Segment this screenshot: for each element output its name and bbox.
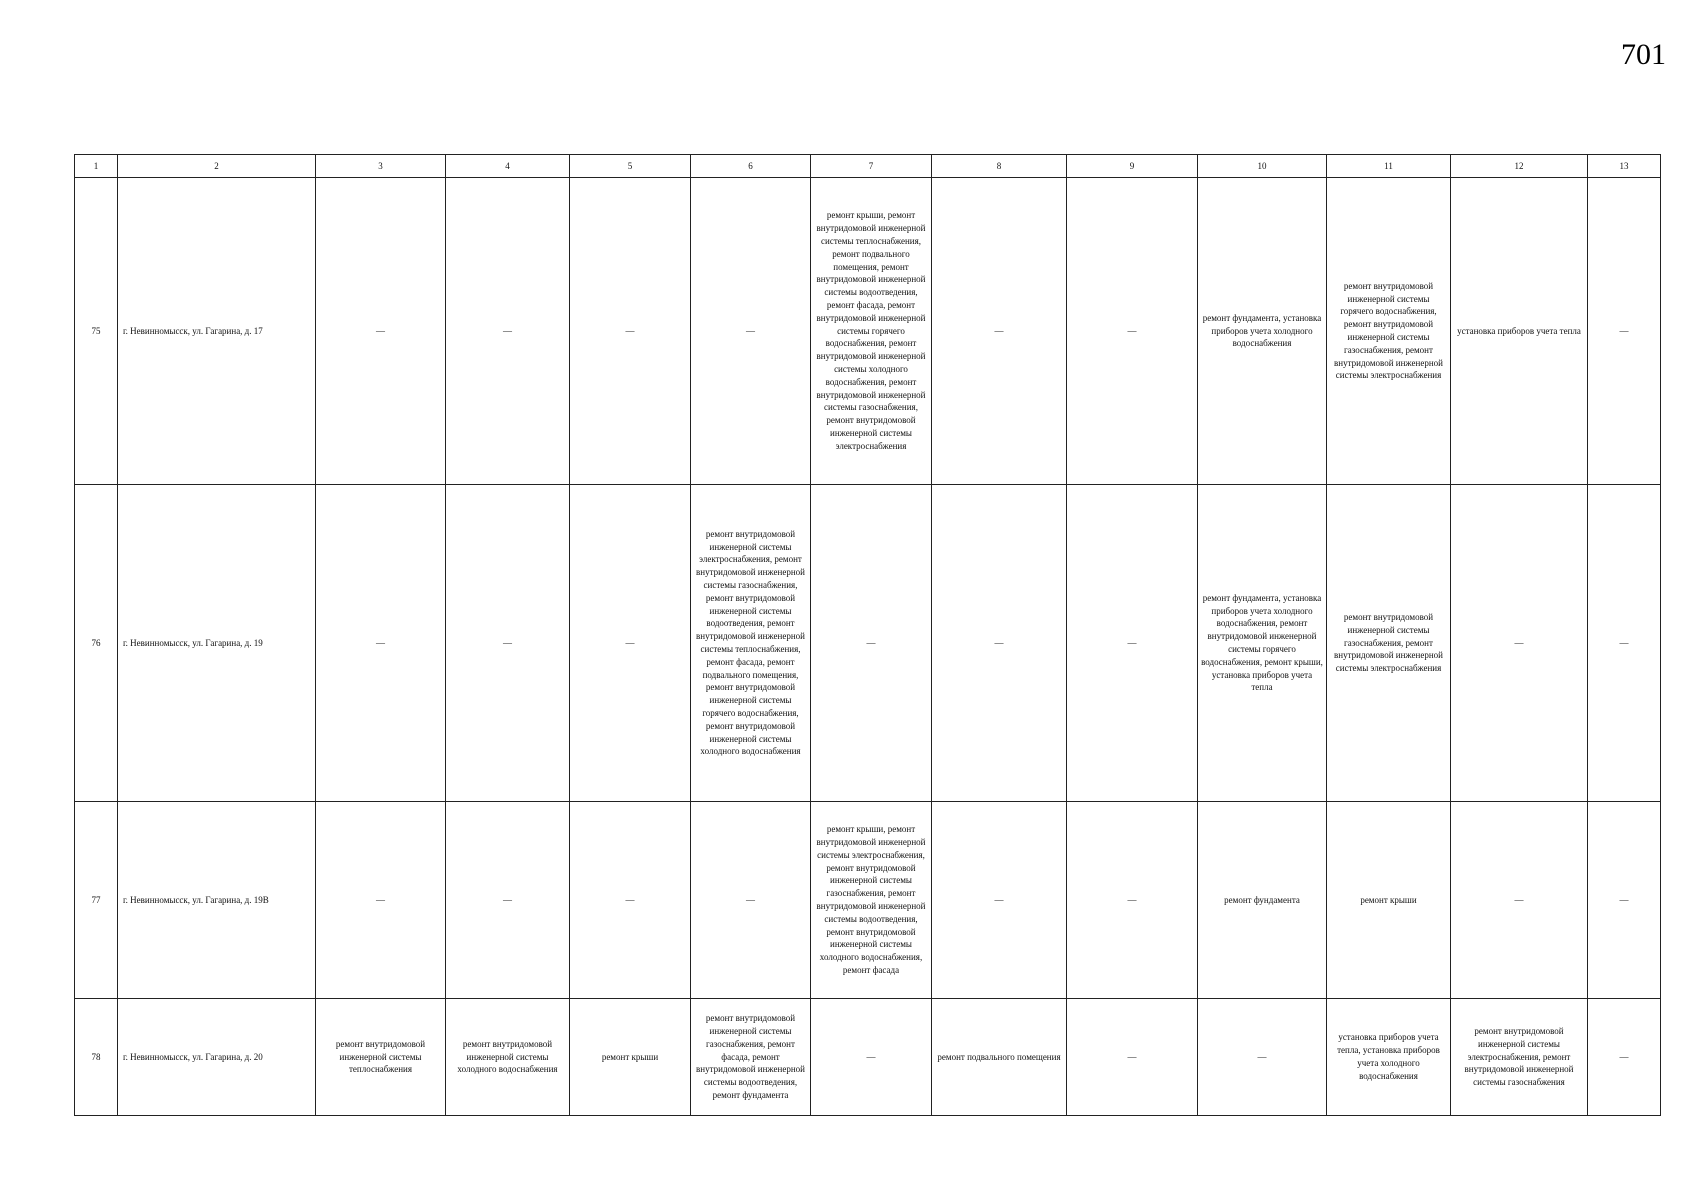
work-cell: — [1588,999,1661,1116]
column-number: 12 [1451,155,1588,178]
work-cell: ремонт внутридомовой инженерной системы горячего водоснабжения, ремонт внутридомовой инженерной системы газоснабжения, ремонт внутридомовой инженерной системы электроснабжения [1327,178,1451,485]
work-schedule-table [74,154,1661,1116]
work-cell: ремонт крыши [570,999,691,1116]
row-number: 78 [75,999,118,1116]
work-cell: — [811,999,932,1116]
work-cell: установка приборов учета тепла [1451,178,1588,485]
column-number: 8 [932,155,1067,178]
work-cell: ремонт внутридомовой инженерной системы газоснабжения, ремонт фасада, ремонт внутридомовой инженерной системы водоотведения, ремонт фундамента [691,999,811,1116]
column-number: 6 [691,155,811,178]
work-cell: ремонт крыши [1327,802,1451,999]
work-cell: ремонт крыши, ремонт внутридомовой инженерной системы электроснабжения, ремонт внутридомовой инженерной системы газоснабжения, ремонт внутридомовой инженерной системы водоотведения, ремонт внутридомовой инженерной системы холодного водоснабжения, ремонт фасада [811,802,932,999]
work-cell: — [691,178,811,485]
column-number: 5 [570,155,691,178]
row-number: 75 [75,178,118,485]
table-row [75,999,1661,1116]
page-number: 701 [1621,38,1666,71]
work-cell: — [1451,485,1588,802]
work-cell: — [570,485,691,802]
work-cell: установка приборов учета тепла, установка приборов учета холодного водоснабжения [1327,999,1451,1116]
work-cell: — [932,178,1067,485]
work-cell: ремонт фундамента, установка приборов учета холодного водоснабжения [1198,178,1327,485]
work-cell: — [316,178,446,485]
work-cell: ремонт крыши, ремонт внутридомовой инженерной системы теплоснабжения, ремонт подвального помещения, ремонт внутридомовой инженерной системы водоотведения, ремонт фасада, ремонт внутридомовой инженерной системы горячего водоснабжения, ремонт внутридомовой инженерной системы холодного водоснабжения, ремонт внутридомовой инженерной системы газоснабжения, ремонт внутридомовой инженерной системы электроснабжения [811,178,932,485]
work-cell: — [446,485,570,802]
work-cell: — [691,802,811,999]
work-cell: ремонт внутридомовой инженерной системы газоснабжения, ремонт внутридомовой инженерной системы электроснабжения [1327,485,1451,802]
work-cell: ремонт внутридомовой инженерной системы теплоснабжения [316,999,446,1116]
address-cell: г. Невинномысск, ул. Гагарина, д. 20 [118,999,316,1116]
table-row [75,485,1661,802]
row-number: 76 [75,485,118,802]
column-number: 2 [118,155,316,178]
work-cell: — [316,802,446,999]
work-cell: ремонт подвального помещения [932,999,1067,1116]
work-cell: — [1451,802,1588,999]
column-number-header-row [75,155,1661,178]
work-cell: — [1067,178,1198,485]
work-cell: ремонт внутридомовой инженерной системы холодного водоснабжения [446,999,570,1116]
address-cell: г. Невинномысск, ул. Гагарина, д. 19 [118,485,316,802]
work-cell: — [1198,999,1327,1116]
work-cell: — [1588,802,1661,999]
address-cell: г. Невинномысск, ул. Гагарина, д. 19В [118,802,316,999]
work-cell: — [316,485,446,802]
address-cell: г. Невинномысск, ул. Гагарина, д. 17 [118,178,316,485]
work-cell: — [811,485,932,802]
work-cell: — [1067,802,1198,999]
work-cell: ремонт фундамента [1198,802,1327,999]
column-number: 3 [316,155,446,178]
work-cell: — [570,178,691,485]
column-number: 1 [75,155,118,178]
work-cell: — [932,802,1067,999]
column-number: 4 [446,155,570,178]
column-number: 13 [1588,155,1661,178]
work-cell: — [932,485,1067,802]
work-cell: ремонт внутридомовой инженерной системы электроснабжения, ремонт внутридомовой инженерной системы газоснабжения [1451,999,1588,1116]
column-number: 9 [1067,155,1198,178]
table-row [75,178,1661,485]
column-number: 10 [1198,155,1327,178]
work-cell: — [446,802,570,999]
row-number: 77 [75,802,118,999]
column-number: 11 [1327,155,1451,178]
work-cell: — [1067,999,1198,1116]
work-cell: ремонт фундамента, установка приборов учета холодного водоснабжения, ремонт внутридомовой инженерной системы горячего водоснабжения, ремонт крыши, установка приборов учета тепла [1198,485,1327,802]
work-cell: — [446,178,570,485]
work-cell: — [1067,485,1198,802]
work-cell: — [1588,178,1661,485]
work-cell: ремонт внутридомовой инженерной системы электроснабжения, ремонт внутридомовой инженерной системы газоснабжения, ремонт внутридомовой инженерной системы водоотведения, ремонт внутридомовой инженерной системы теплоснабжения, ремонт фасада, ремонт подвального помещения, ремонт внутридомовой инженерной системы горячего водоснабжения, ремонт внутридомовой инженерной системы холодного водоснабжения [691,485,811,802]
column-number: 7 [811,155,932,178]
work-cell: — [570,802,691,999]
work-cell: — [1588,485,1661,802]
table-row [75,802,1661,999]
